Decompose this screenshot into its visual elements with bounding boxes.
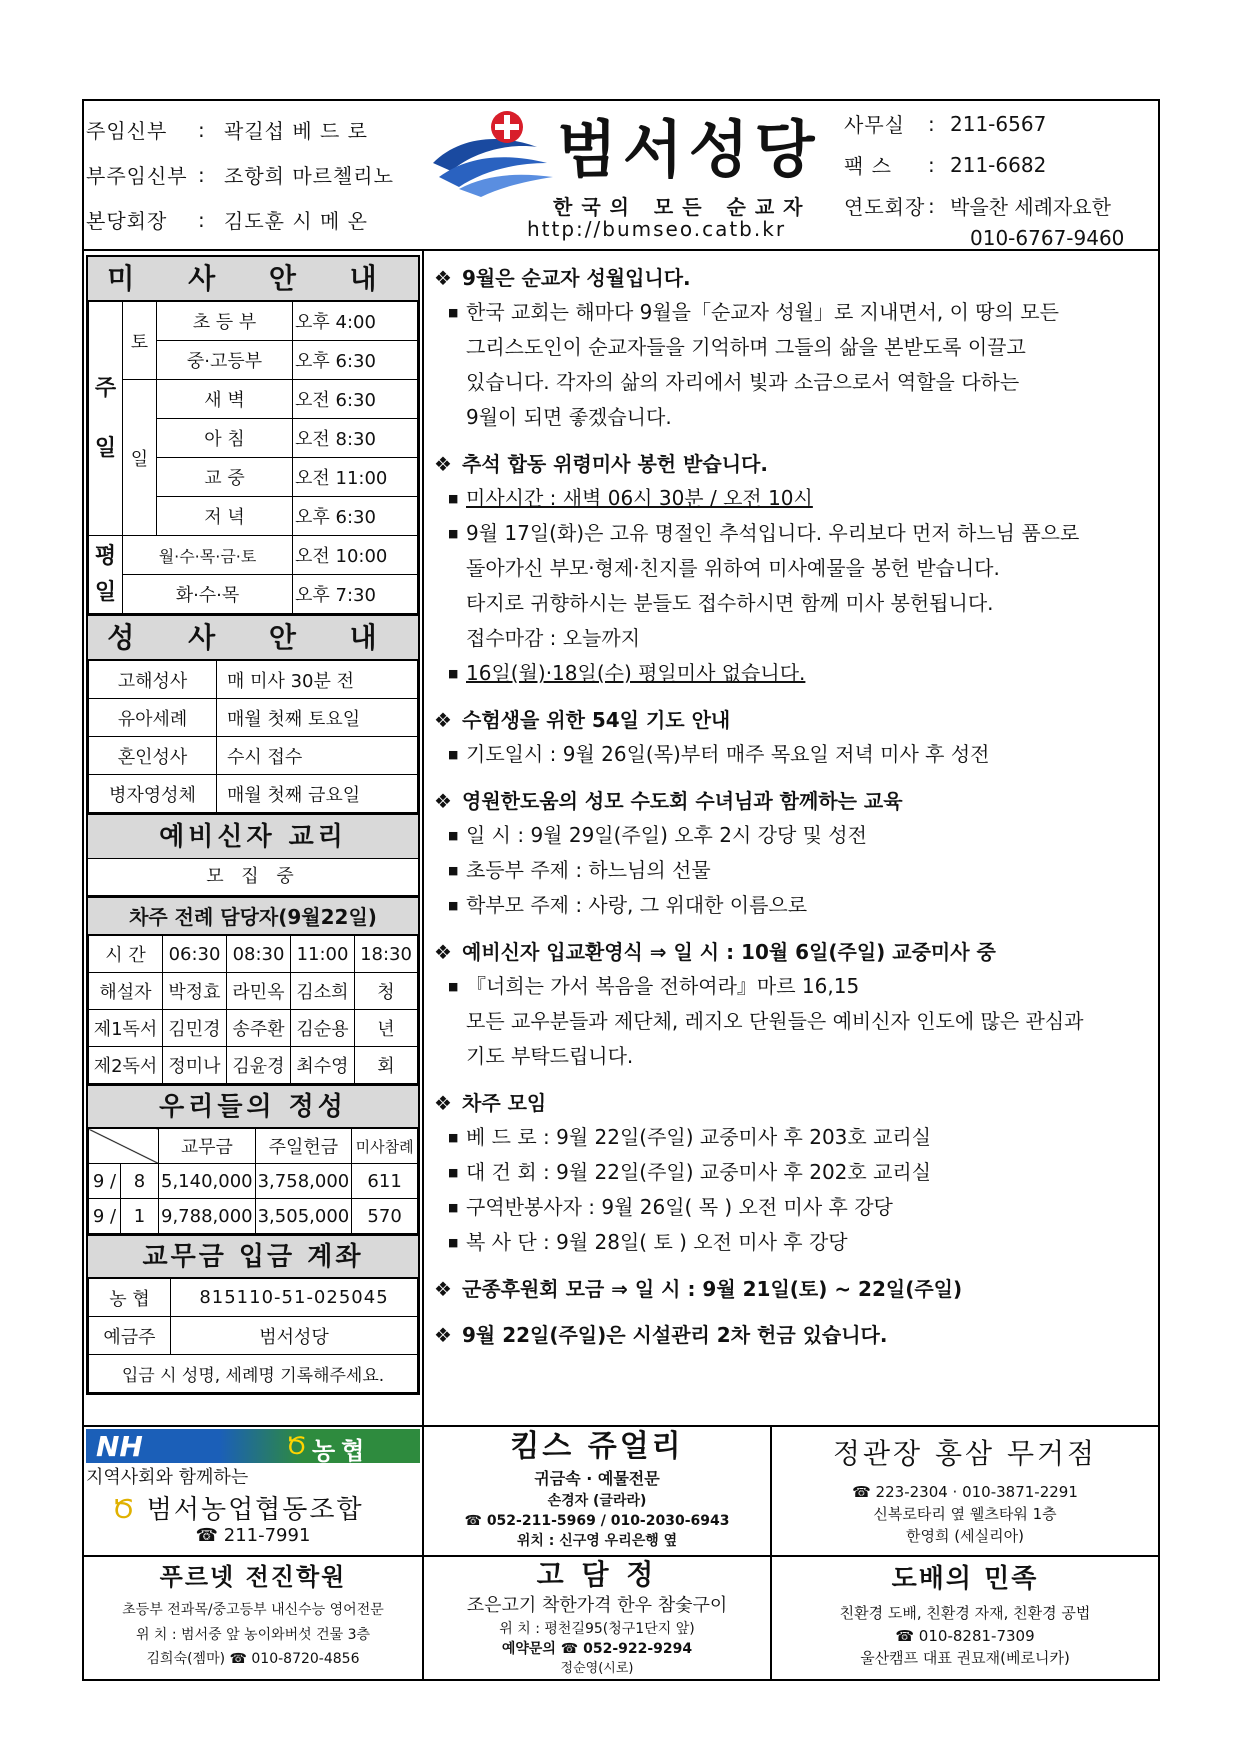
parish-title: 범서성당: [557, 113, 821, 186]
offering-stats: [86, 1086, 420, 1236]
ad-godam-restaurant: 고 담 정 조은고기 착한가격 한우 참숯구이 위 치 : 평천길95(청구1단지 앞) 예약문의 ☎ 052-922-9294 정순영(시로): [466, 1558, 728, 1676]
table-row: 교 중 오전 11:00: [89, 458, 418, 497]
notice-line: ■ 구역반봉사자 : 9월 26일( 목 ) 오전 미사 후 강당: [434, 1190, 1144, 1225]
diamond-bullet-icon: ❖: [434, 452, 452, 476]
nh-logo-banner: NH Ծ 농협: [86, 1429, 420, 1463]
offering-title: 우리들의 정성: [88, 1086, 418, 1128]
offering-table: [88, 1128, 418, 1234]
table-row: 예금주 범서성당: [89, 1317, 418, 1355]
account-table: [88, 1278, 418, 1393]
square-bullet-icon: ■: [448, 1201, 459, 1214]
notice-item: [434, 703, 1144, 772]
notice-line: 9월이 되면 좋겠습니다.: [466, 405, 672, 429]
table-row: 교무금 주일헌금 미사참례: [89, 1129, 418, 1164]
square-bullet-icon: ■: [448, 899, 459, 912]
notice-line: ■ 기도일시 : 9월 26일(목)부터 매주 목요일 저녁 미사 후 성전: [434, 737, 1144, 772]
notice-line: ■ 일 시 : 9월 29일(주일) 오후 2시 강당 및 성전: [434, 818, 1144, 853]
notice-line: ■ 16일(월)·18일(수) 평일미사 없습니다.: [434, 656, 1144, 691]
square-bullet-icon: ■: [448, 1166, 459, 1179]
table-row: 화·수·목 오후 7:30: [89, 575, 418, 614]
notice-line: ■ 미사시간 : 새벽 06시 30분 / 오전 10시: [434, 481, 1144, 516]
notice-line: ■ 대 건 회 : 9월 22일(주일) 교중미사 후 202호 교리실: [434, 1155, 1144, 1190]
table-row: 9 / 1 9,788,000 3,505,000 570: [89, 1199, 418, 1234]
notice-title: ❖ 예비신자 입교환영식 ⇒ 일 시 : 10월 6일(주일) 교중미사 중: [434, 935, 1144, 969]
table-row: 혼인성사 수시 접수: [89, 737, 418, 775]
square-bullet-icon: ■: [448, 864, 459, 877]
diamond-bullet-icon: ❖: [434, 940, 452, 964]
notice-title: ❖ 수험생을 위한 54일 기도 안내: [434, 703, 1144, 737]
tithe-account: [86, 1236, 420, 1395]
table-row: 시 간 06:30 08:30 11:00 18:30: [89, 936, 418, 973]
table-row: 중·고등부 오후 6:30: [89, 341, 418, 380]
office-phone-row: 사무실 : 211-6567: [844, 111, 1047, 137]
table-row: 아 침 오전 8:30: [89, 419, 418, 458]
table-row: 제2독서 정미나 김윤경 최수영 회: [89, 1047, 418, 1084]
column-divider: [422, 251, 424, 1425]
table-row: 병자영성체 매월 첫째 금요일: [89, 775, 418, 813]
table-row: 주일 토 초 등 부 오후 4:00: [89, 302, 418, 341]
notice-line: 돌아가신 부모·형제·친지를 위하여 미사예물을 봉헌 받습니다.: [466, 556, 1000, 580]
table-row: 평일 월·수·목·금·토 오전 10:00: [89, 536, 418, 575]
parish-logo-icon: [429, 107, 561, 199]
assistant-pastor-row: 부주임신부 : 조항희 마르첼리노: [86, 162, 394, 188]
ad-kims-jewelry: 킴스 쥬얼리 귀금속 · 예물전문 손경자 (글라라) ☎ 052-211-5969 / 010-2030-6943 위치 : 신구영 우리은행 옆: [464, 1429, 730, 1549]
square-bullet-icon: ■: [448, 829, 459, 842]
parish-title-block: [429, 103, 829, 249]
nh-leaf-icon: Ծ: [286, 1432, 307, 1460]
sunday-sub-label: 일: [123, 380, 157, 536]
liturgy-duty-table: [88, 935, 418, 1084]
fax-row: 팩 스 : 211-6682: [844, 152, 1047, 178]
weekday-label: [89, 536, 123, 614]
notice-line: 모든 교우분들과 제단체, 레지오 단원들은 예비신자 인도에 많은 관심과: [466, 1009, 1084, 1033]
notice-list: [434, 261, 1144, 1352]
weekday-label-text: 평일: [94, 543, 117, 605]
table-row: 유아세례 매월 첫째 토요일: [89, 699, 418, 737]
parish-motto: 한국의 모든 순교자: [553, 195, 812, 219]
ad-section: [84, 1425, 1158, 1679]
yeondo-president-phone: 010-6767-9460: [970, 226, 1125, 250]
council-president-row: 본당회장 : 김도훈 시 메 온: [86, 207, 368, 233]
diamond-bullet-icon: ❖: [434, 1277, 452, 1301]
catechumen-info: [86, 815, 420, 897]
table-row: 제1독서 김민경 송주환 김순용 년: [89, 1010, 418, 1047]
liturgy-duty: [86, 897, 420, 1086]
square-bullet-icon: ■: [448, 667, 459, 680]
mass-schedule-title: 미 사 안 내: [88, 257, 418, 301]
liturgy-duty-title: 차주 전례 담당자(9월22일): [88, 897, 418, 935]
notice-item: [434, 261, 1144, 435]
notice-item: [434, 1272, 1144, 1306]
diamond-bullet-icon: ❖: [434, 789, 452, 813]
notice-item: [434, 784, 1144, 923]
notice-line: 있습니다. 각자의 삶의 자리에서 빛과 소금으로서 역할을 다하는: [466, 370, 1020, 394]
notice-title: ❖ 9월 22일(주일)은 시설관리 2차 헌금 있습니다.: [434, 1318, 1144, 1352]
diamond-bullet-icon: ❖: [434, 266, 452, 290]
account-title: 교무금 입금 계좌: [88, 1236, 418, 1278]
pastor-row: 주임신부 : 곽길섭 베 드 로: [86, 117, 368, 143]
yeondo-president-row: 연도회장 : 박을찬 세례자요한: [844, 193, 1111, 219]
diamond-bullet-icon: ❖: [434, 1091, 452, 1115]
notice-title: ❖ 추석 합동 위령미사 봉헌 받습니다.: [434, 447, 1144, 481]
saturday-label: 토: [123, 302, 157, 380]
left-info-column: [86, 255, 420, 1425]
table-row: 저 녁 오후 6:30: [89, 497, 418, 536]
office-contact: [844, 103, 1156, 256]
ad-academy: 푸르넷 전진학원 초등부 전과목/중고등부 내신수능 영어전문 위 치 : 범서중 앞 농이와버섯 건물 3층 김희숙(젬마) ☎ 010-8720-4856: [122, 1563, 384, 1667]
mass-schedule-table: [88, 301, 418, 614]
notice-line: ■ 9월 17일(화)은 고유 명절인 추석입니다. 우리보다 먼저 하느님 품으로: [434, 516, 1144, 551]
notice-title: ❖ 9월은 순교자 성월입니다.: [434, 261, 1144, 295]
notice-title: ❖ 영원한도움의 성모 수도회 수녀님과 함께하는 교육: [434, 784, 1144, 818]
notice-line: ■ 복 사 단 : 9월 28일( 토 ) 오전 미사 후 강당: [434, 1225, 1144, 1260]
notice-title: ❖ 군종후원회 모금 ⇒ 일 시 : 9월 21일(토) ~ 22일(주일): [434, 1272, 1144, 1306]
sunday-label-text: 주일: [94, 375, 117, 461]
account-number: 815110-51-025045: [171, 1279, 418, 1317]
square-bullet-icon: ■: [448, 748, 459, 761]
notice-item: [434, 1318, 1144, 1352]
square-bullet-icon: ■: [448, 527, 459, 540]
clergy-info: [86, 107, 416, 242]
table-row: 고해성사 매 미사 30분 전: [89, 661, 418, 699]
notice-line: ■ 한국 교회는 해마다 9월을「순교자 성월」로 지내면서, 이 땅의 모든: [434, 295, 1144, 330]
diamond-bullet-icon: ❖: [434, 708, 452, 732]
table-row: 9 / 8 5,140,000 3,758,000 611: [89, 1164, 418, 1199]
ad-nh-bank: NH Ծ 농협 지역사회와 함께하는 Ծ 범서농업협동조합 ☎ 211-7991: [84, 1427, 422, 1555]
bulletin-header: [84, 101, 1158, 251]
notice-line: ■ 베 드 로 : 9월 22일(주일) 교중미사 후 203호 교리실: [434, 1120, 1144, 1155]
square-bullet-icon: ■: [448, 1131, 459, 1144]
square-bullet-icon: ■: [448, 492, 459, 505]
notice-line: 타지로 귀향하시는 분들도 접수하시면 함께 미사 봉헌됩니다.: [466, 591, 994, 615]
square-bullet-icon: ■: [448, 306, 459, 319]
header-diagonal-cell: [89, 1129, 159, 1164]
sacrament-info: [86, 616, 420, 815]
table-row: 해설자 박정효 라민옥 김소희 청: [89, 973, 418, 1010]
notice-title: ❖ 차주 모임: [434, 1086, 1144, 1120]
notices-column: [434, 261, 1144, 1364]
mass-schedule: [86, 255, 420, 616]
notice-line: ■ 『너희는 가서 복음을 전하여라』마르 16,15: [434, 969, 1144, 1004]
notice-line: ■ 학부모 주제 : 사랑, 그 위대한 이름으로: [434, 888, 1144, 923]
notice-item: [434, 447, 1144, 691]
ad-ginseng-store: 정관장 홍삼 무거점 ☎ 223-2304 · 010-3871-2291 신복로타리 옆 웰츠타워 1층 한영희 (세실리아): [832, 1437, 1098, 1545]
parish-url[interactable]: http://bumseo.catb.kr: [527, 217, 787, 241]
nh-symbol-icon: Ծ: [112, 1495, 137, 1525]
table-row: 일 새 벽 오전 6:30: [89, 380, 418, 419]
notice-item: [434, 935, 1144, 1074]
sunday-label: [89, 302, 123, 536]
square-bullet-icon: ■: [448, 980, 459, 993]
notice-item: [434, 1086, 1144, 1260]
notice-line: 기도 부탁드립니다.: [466, 1044, 634, 1068]
diamond-bullet-icon: ❖: [434, 1323, 452, 1347]
sacrament-table: [88, 660, 418, 813]
notice-line: ■ 초등부 주제 : 하느님의 선물: [434, 853, 1144, 888]
ad-dobae: 도배의 민족 친환경 도배, 친환경 자재, 친환경 공법 ☎ 010-8281-7309 울산캠프 대표 권묘재(베로니카): [839, 1564, 1091, 1667]
table-row: 농 협 815110-51-025045: [89, 1279, 418, 1317]
table-row: [89, 1355, 418, 1393]
sacrament-title: 성 사 안 내: [88, 616, 418, 660]
catechumen-status: 모 집 중: [206, 866, 300, 887]
square-bullet-icon: ■: [448, 1236, 459, 1249]
account-note: 입금 시 성명, 세례명 기록해주세요.: [89, 1355, 418, 1393]
notice-line: 접수마감 : 오늘까지: [466, 626, 641, 650]
notice-line: 그리스도인이 순교자들을 기억하며 그들의 삶을 본받도록 이끌고: [466, 335, 1026, 359]
catechumen-title: 예비신자 교리: [88, 815, 418, 859]
bulletin-page: [82, 99, 1160, 1681]
